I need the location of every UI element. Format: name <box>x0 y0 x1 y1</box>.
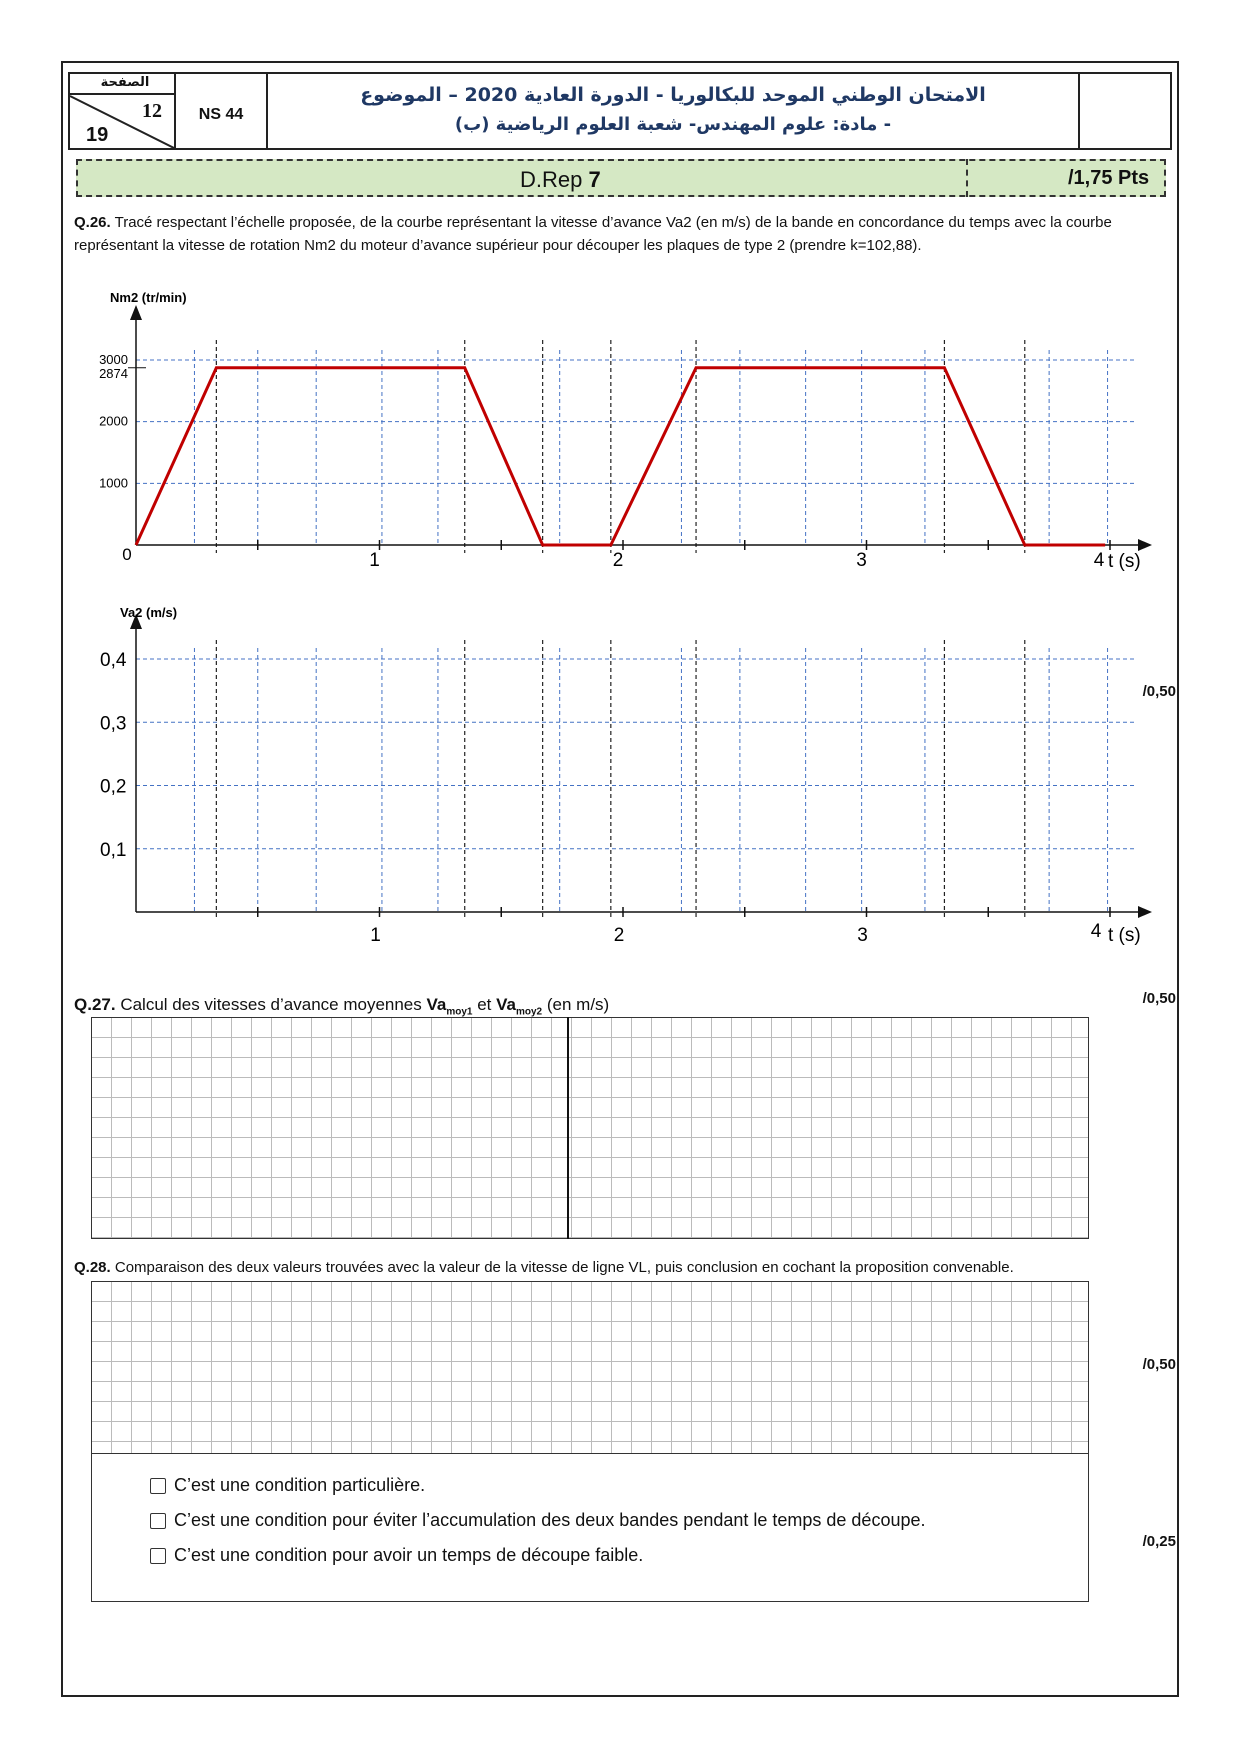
x-axis-label-2: t (s) <box>1108 925 1141 946</box>
option-1-label: C’est une condition particulière. <box>174 1475 426 1495</box>
page-number: 12 <box>142 100 162 122</box>
option-3[interactable] <box>150 1545 643 1566</box>
y2-tick-label: 0,4 <box>100 650 127 671</box>
banner-points: /1,75 Pts <box>1068 167 1150 189</box>
option-2[interactable] <box>150 1510 926 1531</box>
moy2-subscript: moy2 <box>516 1006 543 1018</box>
x-tick-label-2: 3 <box>857 925 868 946</box>
q28-answer-grid[interactable] <box>91 1281 1089 1454</box>
q28-label: Q.28. <box>74 1259 111 1276</box>
page-label: الصفحة <box>100 75 150 90</box>
x-tick-label-2: 1 <box>370 925 381 946</box>
x-tick-label: 2 <box>612 550 624 571</box>
y-tick-label: 3000 <box>99 352 128 367</box>
x-axis-label: t (s) <box>1108 551 1141 572</box>
page-total: 19 <box>86 124 109 146</box>
x-tick-label-2: 4 <box>1090 921 1102 942</box>
q27-statement: Calcul des vitesses d’avance moyennes <box>120 995 422 1014</box>
option-2-label: C’est une condition pour éviter l’accumulation des deux bandes pendant le temps de découpe. <box>174 1510 926 1530</box>
checkbox-3[interactable] <box>150 1548 166 1564</box>
y-axis-label: Nm2 (tr/min) <box>110 290 187 305</box>
q26-score: /0,50 <box>1142 683 1176 700</box>
q28-score-2: /0,25 <box>1142 1533 1176 1550</box>
x-tick-label: 1 <box>369 550 380 571</box>
q28-statement: Comparaison des deux valeurs trouvées avec la valeur de la vitesse de ligne VL, puis conclusion en cochant la proposition convenable. <box>114 1259 1014 1276</box>
y-tick-label: 2000 <box>99 413 128 429</box>
y2-tick-label: 0,3 <box>100 713 127 735</box>
y-axis-arrow <box>130 305 142 320</box>
x-axis-arrow <box>1138 539 1152 551</box>
moy1-subscript: moy1 <box>446 1006 473 1018</box>
option-1[interactable] <box>150 1475 425 1496</box>
option-3-label: C’est une condition pour avoir un temps de découpe faible. <box>174 1545 644 1565</box>
q26-label: Q.26. <box>74 214 111 231</box>
q27-answer-grid[interactable] <box>91 1017 1089 1239</box>
x-tick-label: 3 <box>856 550 867 571</box>
y2-tick-label: 0,1 <box>100 839 127 861</box>
q26-statement: Tracé respectant l’échelle proposée, de la courbe représentant la vitesse d’avance Va2 (en m/s) de la bande en concordance du temps avec la courbe représentant la vitesse de rotation Nm2 du moteur d’avance supérieur pour découper les plaques de type 2 (prendre k=102,88). <box>74 214 1112 254</box>
q27-and: et <box>477 995 492 1014</box>
q28-text <box>74 1256 1014 1279</box>
y-axis-label-2: Va2 (m/s) <box>120 605 178 620</box>
checkbox-2[interactable] <box>150 1513 166 1529</box>
exam-code: NS 44 <box>198 106 244 123</box>
doc-prefix: D.Rep <box>520 167 583 192</box>
x-tick-label: 4 <box>1093 550 1105 571</box>
checkbox-1[interactable] <box>150 1478 166 1494</box>
va-symbol-1: Va <box>426 995 447 1014</box>
y-tick-label: 2874 <box>99 365 128 381</box>
exam-title: الامتحان الوطني الموحد للبكالوريا - الدورة العادية 2020 – الموضوع <box>360 84 986 106</box>
q27-grid-divider <box>567 1017 569 1239</box>
va-symbol-2: Va <box>496 995 516 1014</box>
doc-number: 7 <box>588 167 601 192</box>
y-tick-label: 1000 <box>99 475 128 491</box>
y2-tick-label: 0,2 <box>100 776 127 798</box>
q27-unit: (en m/s) <box>546 995 610 1014</box>
x-tick-label-2: 2 <box>613 925 625 946</box>
nm2-curve <box>136 368 1105 545</box>
q27-label: Q.27. <box>74 995 116 1014</box>
origin-label: 0 <box>122 545 132 564</box>
x-axis-arrow-2 <box>1138 906 1152 918</box>
q27-score: /0,50 <box>1142 990 1176 1007</box>
q28-score-1: /0,50 <box>1142 1356 1176 1373</box>
exam-subject: - مادة: علوم المهندس- شعبة العلوم الرياضية (ب) <box>454 114 892 135</box>
